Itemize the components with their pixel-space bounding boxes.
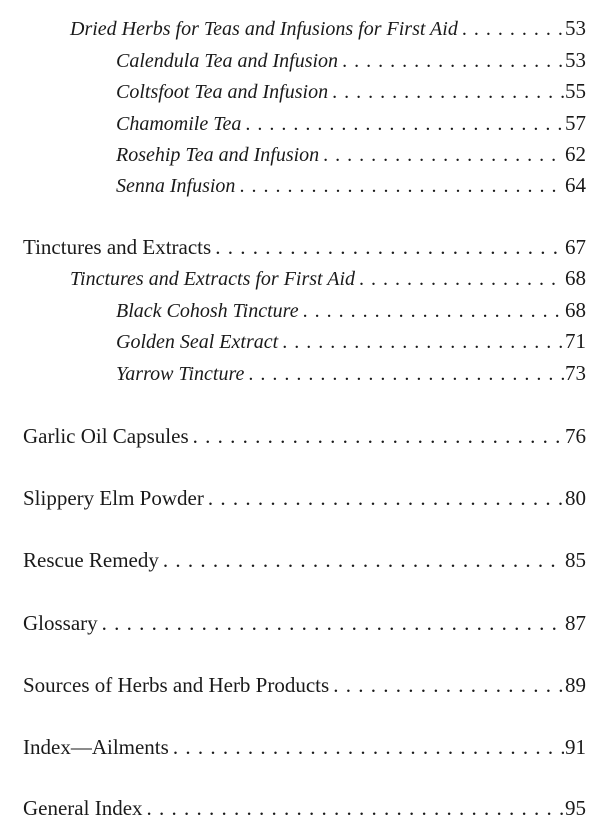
toc-entry-title: Index—Ailments	[23, 735, 169, 759]
dot-leader	[173, 737, 564, 758]
toc-entry-tinctures-first-aid	[70, 268, 586, 289]
toc-entry-garlic-oil	[23, 426, 586, 447]
toc-entry-golden-seal	[116, 331, 586, 352]
toc-entry-page: 53	[565, 16, 586, 40]
toc-entry-title: Coltsfoot Tea and Infusion	[116, 81, 329, 103]
toc-entry-title: Slippery Elm Powder	[23, 486, 204, 510]
dot-leader	[215, 237, 564, 258]
toc-entry-senna	[116, 175, 586, 196]
toc-entry-page: 55	[565, 79, 586, 103]
toc-entry-page: 67	[565, 235, 586, 259]
toc-entry-page: 85	[565, 548, 586, 572]
toc-entry-title: Golden Seal Extract	[116, 331, 279, 353]
toc-entry-title: Tinctures and Extracts for First Aid	[70, 268, 356, 290]
toc-entry-page: 53	[565, 48, 586, 72]
toc-entry-glossary	[23, 613, 586, 634]
toc-entry-page: 68	[565, 266, 586, 290]
toc-entry-page: 64	[565, 173, 586, 197]
toc-entry-index-ailments	[23, 737, 586, 758]
dot-leader	[163, 550, 564, 571]
toc-entry-tinctures-extracts	[23, 237, 586, 258]
dot-leader	[239, 176, 564, 196]
dot-leader	[282, 332, 564, 352]
toc-entry-title: Glossary	[23, 611, 98, 635]
toc-entry-sources	[23, 675, 586, 696]
dot-leader	[208, 488, 564, 509]
toc-entry-rosehip	[116, 144, 586, 165]
toc-entry-title: Tinctures and Extracts	[23, 235, 212, 259]
toc-entry-page: 95	[565, 796, 586, 820]
toc-entry-title: Rescue Remedy	[23, 548, 159, 572]
toc-entry-coltsfoot	[116, 81, 586, 102]
toc-entry-page: 76	[565, 424, 586, 448]
toc-entry-title: Rosehip Tea and Infusion	[116, 144, 320, 166]
toc-entry-slippery-elm	[23, 488, 586, 509]
dot-leader	[323, 145, 564, 165]
toc-entry-title: Sources of Herbs and Herb Products	[23, 673, 330, 697]
toc-entry-black-cohosh	[116, 300, 586, 321]
toc-entry-title: Dried Herbs for Teas and Infusions for First Aid	[70, 18, 458, 40]
toc-entry-title: Chamomile Tea	[116, 113, 242, 135]
toc-entry-page: 80	[565, 486, 586, 510]
toc-entry-title: Calendula Tea and Infusion	[116, 50, 339, 72]
toc-entry-page: 87	[565, 611, 586, 635]
toc-entry-calendula	[116, 50, 586, 71]
dot-leader	[193, 426, 564, 447]
dot-leader	[462, 19, 564, 39]
dot-leader	[303, 301, 564, 321]
toc-entry-page: 57	[565, 111, 586, 135]
dot-leader	[147, 798, 564, 819]
dot-leader	[248, 364, 564, 384]
toc-entry-page: 62	[565, 142, 586, 166]
toc-entry-title: Yarrow Tincture	[116, 363, 245, 385]
toc-entry-yarrow	[116, 363, 586, 384]
dot-leader	[245, 114, 564, 134]
dot-leader	[342, 51, 564, 71]
toc-entry-rescue-remedy	[23, 550, 586, 571]
toc-entry-title: General Index	[23, 796, 143, 820]
toc-entry-page: 68	[565, 298, 586, 322]
dot-leader	[102, 613, 564, 634]
toc-entry-general-index	[23, 798, 586, 819]
dot-leader	[332, 82, 564, 102]
toc-entry-page: 91	[565, 735, 586, 759]
toc-entry-page: 71	[565, 329, 586, 353]
toc-entry-dried-herbs-first-aid	[70, 18, 586, 39]
dot-leader	[333, 675, 564, 696]
toc-entry-page: 73	[565, 361, 586, 385]
toc-entry-page: 89	[565, 673, 586, 697]
toc-entry-title: Garlic Oil Capsules	[23, 424, 189, 448]
toc-entry-title: Senna Infusion	[116, 175, 236, 197]
toc-entry-title: Black Cohosh Tincture	[116, 300, 299, 322]
dot-leader	[359, 269, 564, 289]
toc-entry-chamomile	[116, 113, 586, 134]
